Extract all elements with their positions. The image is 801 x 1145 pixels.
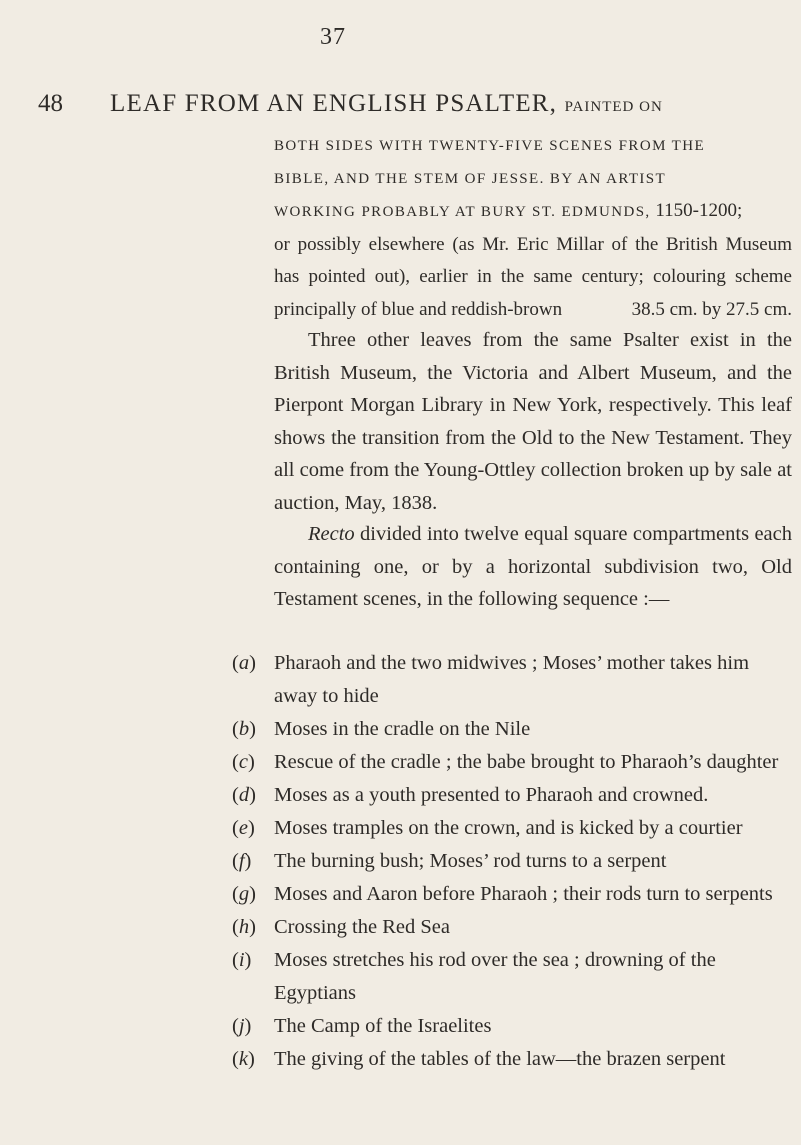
scene-text: Moses and Aaron before Pharaoh ; their rods turn to serpents — [274, 883, 773, 905]
page-number: 37 — [320, 24, 346, 50]
scene-letter-value: h — [238, 916, 250, 938]
scene-letter: (e) — [232, 817, 255, 839]
description-rest: or possibly elsewhere (as Mr. Eric Millar of the British Museum has pointed out), earlier in the same century; colouring scheme principally of blue and reddish-brown — [274, 233, 792, 320]
scene-text: Moses as a youth presented to Pharaoh and crowned. — [274, 784, 709, 806]
scene-letter: (a) — [232, 652, 256, 674]
scene-letter: (k) — [232, 1048, 255, 1070]
scene-letter: (g) — [232, 883, 256, 905]
scene-letter-value: i — [238, 949, 245, 971]
scene-text: The burning bush; Moses’ rod turns to a serpent — [274, 850, 667, 872]
description-body — [274, 229, 792, 327]
scene-item — [232, 647, 792, 713]
description-line: WORKING PROBABLY AT BURY ST. EDMUNDS, — [274, 204, 651, 221]
recto-paragraph — [274, 518, 792, 616]
recto-lead: Recto — [308, 523, 355, 545]
scene-list — [232, 647, 792, 1076]
scene-text: Crossing the Red Sea — [274, 916, 450, 938]
scene-letter-value: g — [238, 883, 250, 905]
scene-item — [232, 911, 792, 944]
scene-letter: (f) — [232, 850, 252, 872]
scene-text: The Camp of the Israelites — [274, 1015, 492, 1037]
scene-text: Pharaoh and the two midwives ; Moses’ mother takes him away to hide — [274, 652, 750, 707]
scene-letter: (j) — [232, 1015, 252, 1037]
description-line: BOTH SIDES WITH TWENTY-FIVE SCENES FROM THE — [274, 138, 706, 154]
scene-item — [232, 1010, 792, 1043]
scene-item — [232, 812, 792, 845]
scene-letter-value: j — [238, 1015, 245, 1037]
scene-letter-value: d — [238, 784, 250, 806]
scene-item — [232, 1043, 792, 1076]
scene-text: Rescue of the cradle ; the babe brought to Pharaoh’s daughter — [274, 751, 779, 773]
scene-letter: (i) — [232, 949, 252, 971]
scene-item — [232, 845, 792, 878]
entry-number: 48 — [38, 90, 63, 117]
description-line: BIBLE, AND THE STEM OF JESSE. BY AN ARTIST — [274, 170, 667, 187]
scene-letter-value: f — [238, 850, 245, 872]
entry-description — [274, 130, 792, 327]
scene-letter: (c) — [232, 751, 255, 773]
scene-item — [232, 779, 792, 812]
scene-text: Moses tramples on the crown, and is kicked by a courtier — [274, 817, 743, 839]
scene-letter-value: k — [238, 1048, 248, 1070]
scene-letter: (h) — [232, 916, 256, 938]
scene-text: The giving of the tables of the law—the brazen serpent — [274, 1048, 726, 1070]
scene-letter-value: a — [238, 652, 250, 674]
scene-letter-value: b — [238, 718, 250, 740]
scene-letter-value: e — [238, 817, 248, 839]
provenance-paragraph: Three other leaves from the same Psalter exist in the British Museum, the Victoria and Albert Museum, and the Pierpont Morgan Library in New York, respectively. This leaf shows the transition from the Old to the New Testament. They all come from the Young-Ottley collection broken up by sale at auction, May, 1838. — [274, 329, 792, 514]
entry-dates: 1150-1200; — [655, 200, 743, 222]
entry-title — [110, 90, 790, 118]
scene-letter: (b) — [232, 718, 256, 740]
scene-item — [232, 746, 792, 779]
scene-text: Moses in the cradle on the Nile — [274, 718, 531, 740]
scene-item — [232, 944, 792, 1010]
scene-letter: (d) — [232, 784, 256, 806]
description-line-3 — [274, 195, 792, 229]
recto-text: divided into twelve equal square compartments each containing one, or by a horizontal subdivision two, Old Testament scenes, in the following sequence :— — [274, 523, 792, 611]
scene-item — [232, 878, 792, 911]
scene-item — [232, 713, 792, 746]
entry-title-text: LEAF FROM AN ENGLISH PSALTER, — [110, 90, 558, 117]
scene-letter-value: c — [238, 751, 248, 773]
entry-title-tail: PAINTED ON — [564, 99, 663, 115]
entry-dimensions: 38.5 cm. by 27.5 cm. — [631, 298, 792, 320]
scene-text: Moses stretches his rod over the sea ; drowning of the Egyptians — [274, 949, 716, 1004]
